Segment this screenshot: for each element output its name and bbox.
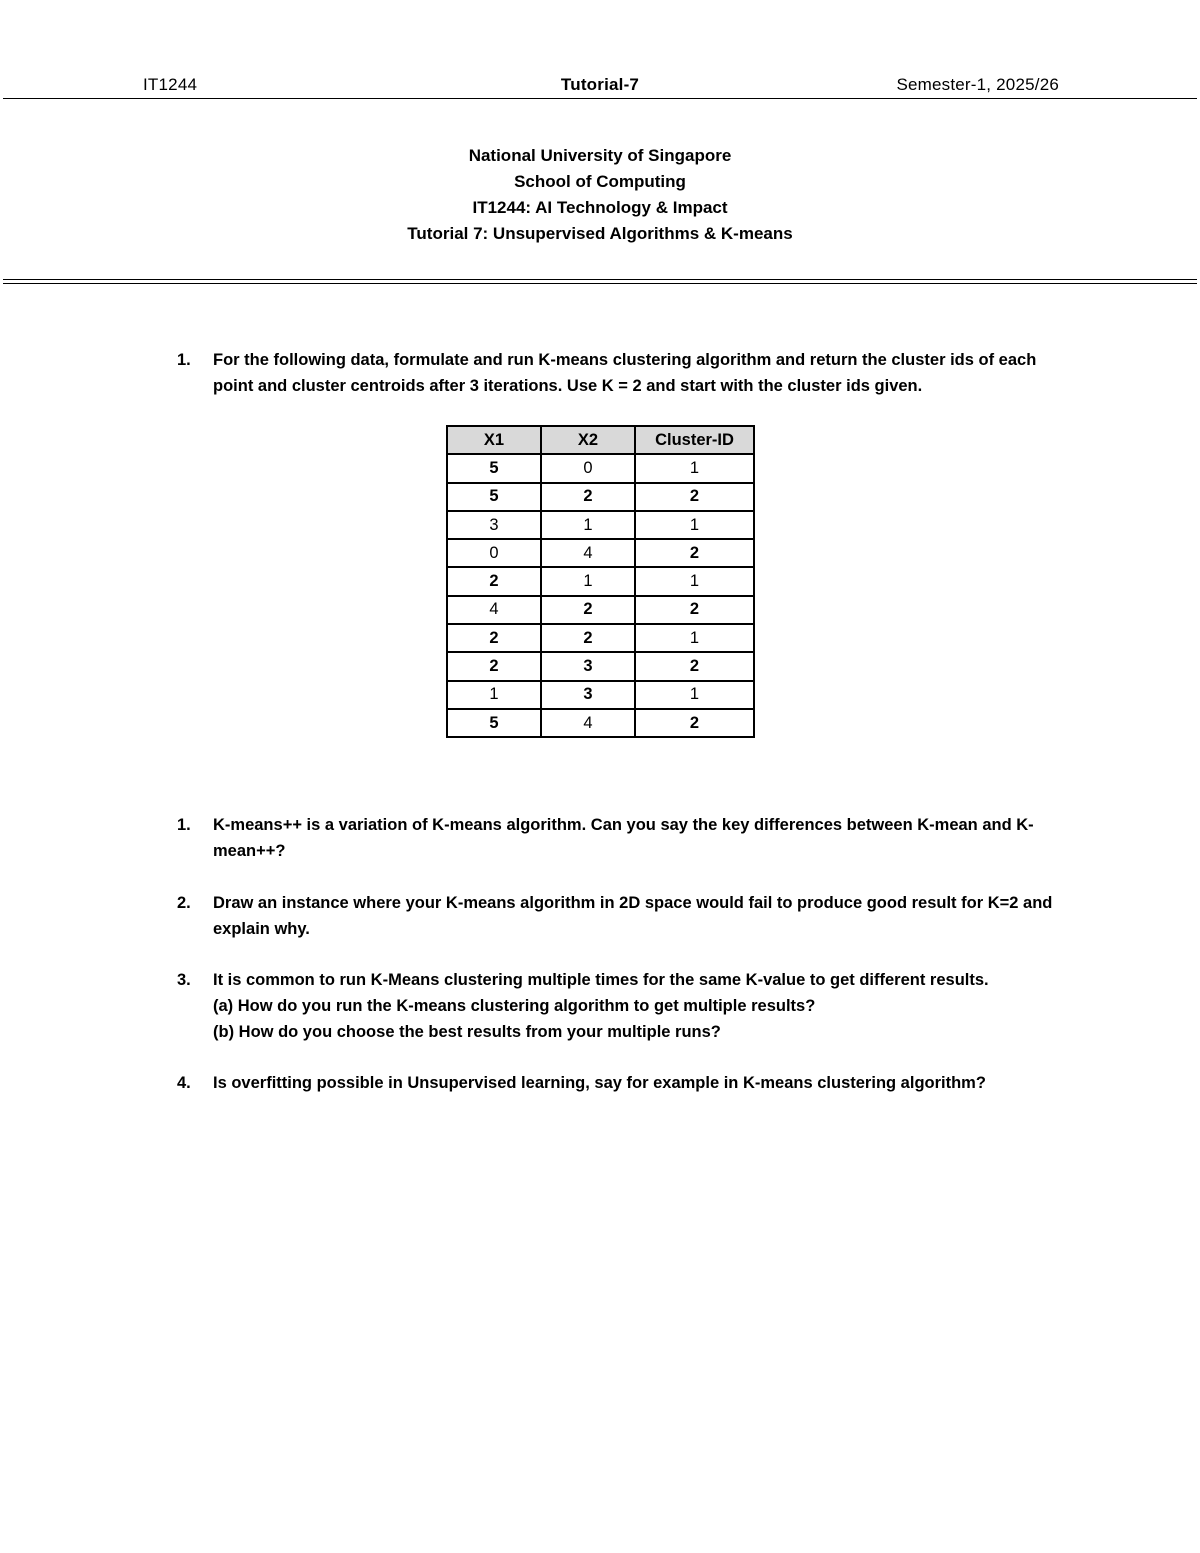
table-cell: 4 <box>541 539 635 567</box>
table-cell: 5 <box>447 483 541 511</box>
table-cell: 3 <box>447 511 541 539</box>
question-main <box>177 347 1067 399</box>
table-cell: 2 <box>541 483 635 511</box>
table-cell: 2 <box>447 567 541 595</box>
table-cell: 1 <box>541 511 635 539</box>
title-rule-bottom <box>3 283 1197 284</box>
question-subpart: (b) How do you choose the best results from your multiple runs? <box>213 1023 721 1041</box>
question-text-line: Draw an instance where your K-means algorithm in 2D space would fail to produce good result for K=2 and <box>213 894 1053 912</box>
table-cell: 2 <box>447 624 541 652</box>
column-header: X1 <box>447 426 541 454</box>
table-cell: 1 <box>635 624 754 652</box>
table-row <box>447 539 754 567</box>
table-cell: 1 <box>635 567 754 595</box>
question-text-line: explain why. <box>213 920 310 938</box>
table-cell: 3 <box>541 652 635 680</box>
question-number: 4. <box>177 1074 191 1092</box>
column-header: Cluster-ID <box>635 426 754 454</box>
table-row <box>447 511 754 539</box>
table-cell: 5 <box>447 709 541 737</box>
question-number: 1. <box>177 816 191 834</box>
tutorial-title: Tutorial 7: Unsupervised Algorithms & K-means <box>407 224 793 243</box>
table-cell: 2 <box>447 652 541 680</box>
title-block <box>0 143 1200 247</box>
table-row <box>447 652 754 680</box>
table-cell: 1 <box>635 454 754 482</box>
question-4 <box>177 1070 1067 1096</box>
question-text-line: Is overfitting possible in Unsupervised learning, say for example in K-means clustering algorithm? <box>213 1074 986 1092</box>
table-cell: 2 <box>635 652 754 680</box>
table-cell: 3 <box>541 681 635 709</box>
header-rule <box>3 98 1197 99</box>
table-cell: 0 <box>541 454 635 482</box>
title-rule-top <box>3 279 1197 280</box>
header-course-code: IT1244 <box>143 75 198 94</box>
question-text-line: mean++? <box>213 842 286 860</box>
table-cell: 2 <box>541 596 635 624</box>
table-cell: 1 <box>635 511 754 539</box>
question-number: 3. <box>177 971 191 989</box>
question-2 <box>177 890 1067 942</box>
table-cell: 2 <box>541 624 635 652</box>
university-name: National University of Singapore <box>468 146 732 165</box>
table-row <box>447 709 754 737</box>
table-row <box>447 567 754 595</box>
table-row <box>447 483 754 511</box>
table-cell: 2 <box>635 709 754 737</box>
question-3 <box>177 967 1067 1045</box>
course-title: IT1244: AI Technology & Impact <box>472 198 728 217</box>
table-row <box>447 596 754 624</box>
column-header: X2 <box>541 426 635 454</box>
header-semester: Semester-1, 2025/26 <box>896 75 1059 94</box>
table-cell: 0 <box>447 539 541 567</box>
data-table <box>446 425 755 738</box>
table-cell: 1 <box>541 567 635 595</box>
table-cell: 4 <box>447 596 541 624</box>
question-1 <box>177 812 1067 864</box>
table-cell: 5 <box>447 454 541 482</box>
table-cell: 1 <box>635 681 754 709</box>
table-cell: 2 <box>635 483 754 511</box>
header-tutorial: Tutorial-7 <box>560 75 640 94</box>
question-subpart: (a) How do you run the K-means clustering algorithm to get multiple results? <box>213 997 816 1015</box>
table-row <box>447 681 754 709</box>
question-text-line: point and cluster centroids after 3 iterations. Use K = 2 and start with the cluster ids given. <box>213 377 923 395</box>
table-cell: 1 <box>447 681 541 709</box>
table-header-row <box>447 426 754 454</box>
question-text-line: For the following data, formulate and run K-means clustering algorithm and return the cluster ids of each <box>213 351 1037 369</box>
table-cell: 4 <box>541 709 635 737</box>
question-number: 1. <box>177 351 191 369</box>
table-row <box>447 624 754 652</box>
table-row <box>447 454 754 482</box>
question-number: 2. <box>177 894 191 912</box>
table-cell: 2 <box>635 539 754 567</box>
question-text-line: K-means++ is a variation of K-means algorithm. Can you say the key differences between K-mean and K- <box>213 816 1034 834</box>
table-cell: 2 <box>635 596 754 624</box>
question-text-line: It is common to run K-Means clustering multiple times for the same K-value to get different results. <box>213 971 989 989</box>
school-name: School of Computing <box>514 172 686 191</box>
